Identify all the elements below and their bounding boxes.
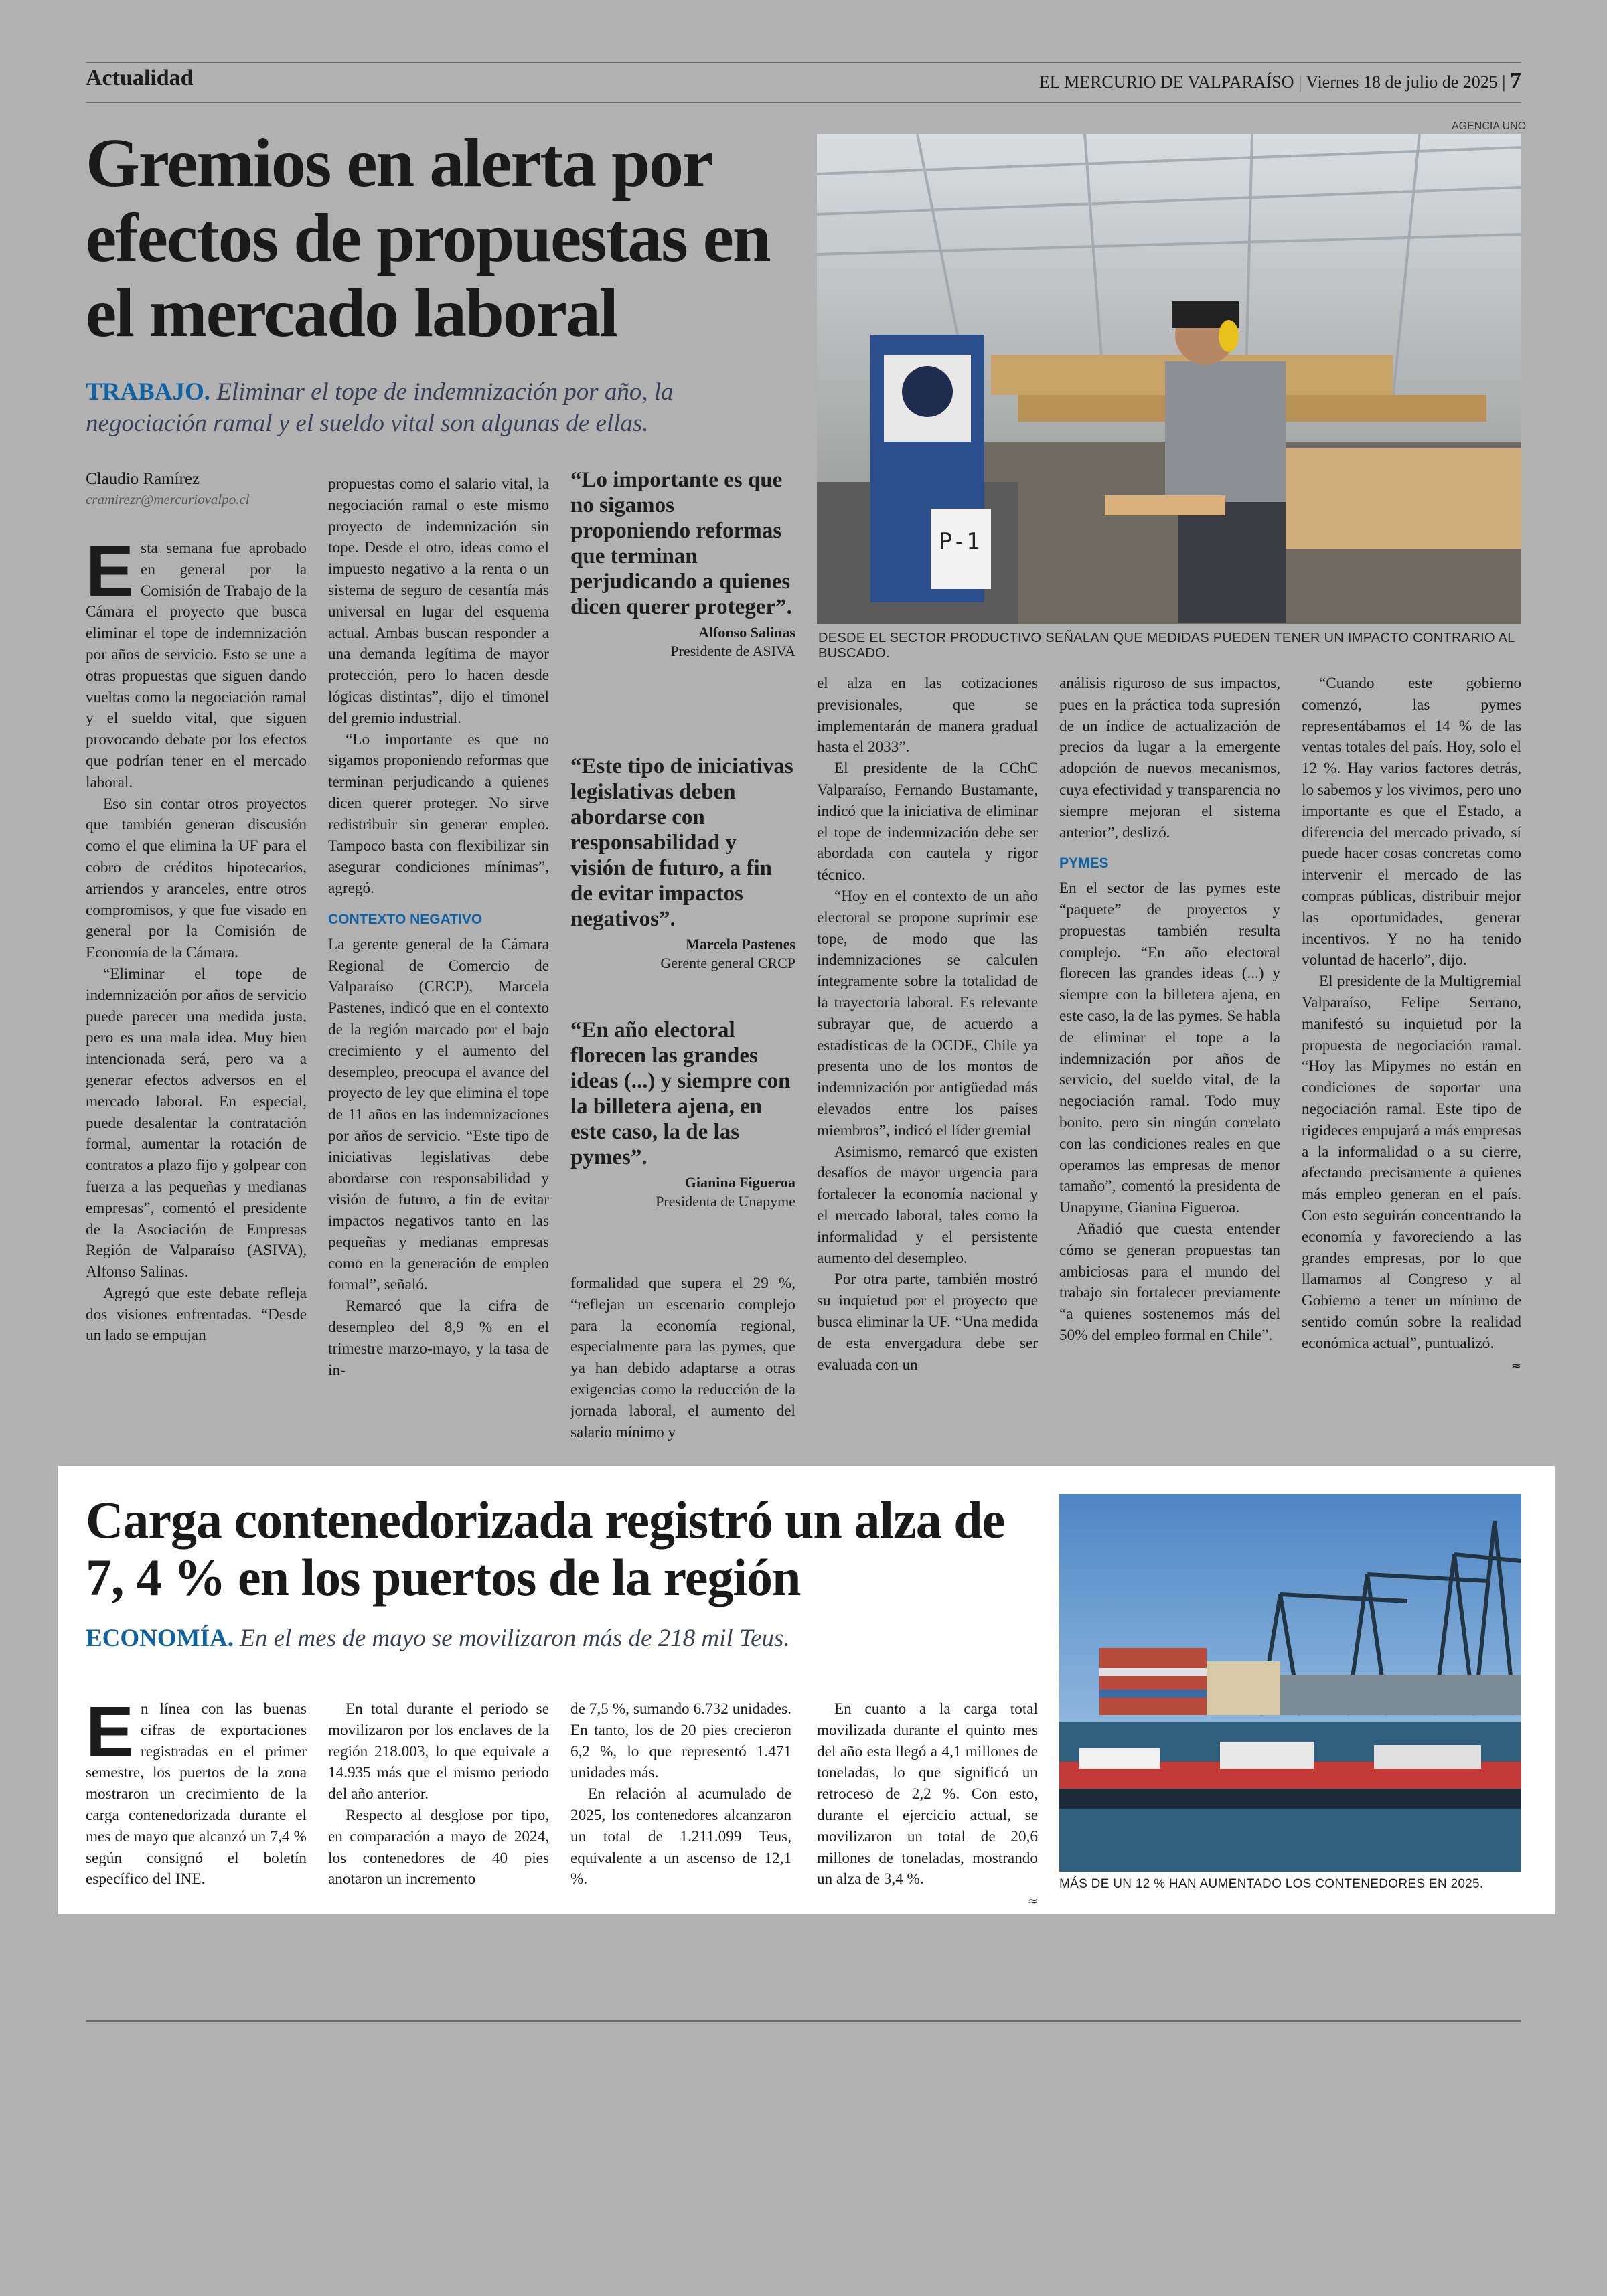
article2-column-3 bbox=[570, 1699, 791, 1890]
pull-quote bbox=[570, 754, 795, 972]
port-photo-caption: MÁS DE UN 12 % HAN AUMENTADO LOS CONTENEDORES EN 2025. bbox=[1059, 1877, 1484, 1891]
paragraph: “Hoy en el contexto de un año electoral se propone suprimir ese tope, de modo que las indemnizaciones se calculen íntegramente sobre la totalidad de la trayectoria laboral. Es relevante subrayar que, de acuerdo a estadísticas de la OCDE, Chile ya presenta uno de los montos de indemnización por antigüedad más elevados entre los países miembros”, indicó el líder gremial bbox=[817, 887, 1038, 1139]
paragraph: “Cuando este gobierno comenzó, las pymes representábamos el 14 % de las ventas totales del país. Hoy, solo el 12 %. Hay varios factores detrás, lo sabemos y los vivimos, pero uno importante es que el Estado, a diferencia del mercado privado, sí puede hacer cosas concretas como intervenir el mercado de las compras públicas, distribuir mejor las oportunidades, generar incentivos. Y no ha tenido voluntad de hacerlo”, dijo. bbox=[1302, 675, 1521, 969]
paragraph: En relación al acumulado de 2025, los contenedores alcanzaron un total de 1.211.099 Teus, equivalente a un ascenso de 12,1 %. bbox=[570, 1785, 791, 1888]
paragraph: En cuanto a la carga total movilizada durante el quinto mes del año esta llegó a 4,1 millones de toneladas, lo que significó un retroceso de 2,2 %. Con esto, durante el ejercicio actual, se movilizaron un total de 20,6 millones de toneladas, mostrando un alza de 3,4 %. bbox=[817, 1700, 1038, 1888]
subheading: PYMES bbox=[1059, 855, 1109, 872]
paragraph: Respecto al desglose por tipo, en comparación a mayo de 2024, los contenedores de 40 pies anotaron un incremento bbox=[328, 1806, 549, 1888]
quote-text: “En año electoral florecen las grandes ideas (...) y siempre con la billetera ajena, en este caso, la de las pymes”. bbox=[570, 1018, 791, 1169]
article-column-6 bbox=[1302, 673, 1521, 1376]
photo-credit: AGENCIA UNO bbox=[1452, 120, 1527, 132]
article2-subhead bbox=[86, 1623, 1037, 1654]
author-name: Claudio Ramírez bbox=[86, 470, 200, 488]
paragraph: El presidente de la Multigremial Valparaíso, Felipe Serrano, manifestó su inquietud por la propuesta de negociación ramal. “Hoy las Mipymes no están en condiciones de soportar una negociación ramal. Este tipo de rigideces empujará a más empresas a la informalidad o a su cierre, afectando precisamente a quienes más empleo generan en el país. Con esto seguirán concentrando la economía y favoreciendo a las grandes empresas, por lo que llamamos al Congreso y al Gobierno a tener un mínimo de sentido común sobre la realidad económica actual”, puntualizó. bbox=[1302, 973, 1521, 1352]
paragraph: Remarcó que la cifra de desempleo del 8,9 % en el trimestre marzo-mayo, y la tasa de in- bbox=[328, 1297, 549, 1379]
photo-sign: P-1 bbox=[939, 528, 980, 555]
folio-text: EL MERCURIO DE VALPARAÍSO | Viernes 18 de julio de 2025 | bbox=[1039, 72, 1506, 92]
page-folio bbox=[1039, 68, 1521, 94]
paragraph: “Eliminar el tope de indemnización por años de servicio puede parecer una medida justa, pero es una mala idea. Muy bien intencionada será, pero va a generar efectos adversos en el mercado laboral. En especial, puede desalentar la contratación formal, aumentar la rotación de contratos a plazo fijo y golpear con fuerza a las pequeñas y medianas empresas”, comentó el presidente de la Asociación de Empresas Región de Valparaíso (ASIVA), Alfonso Salinas. bbox=[86, 965, 307, 1281]
paragraph: La gerente general de la Cámara Regional de Comercio de Valparaíso (CRCP), Marcela Pastenes, indicó que en el contexto de la región marcado por el bajo crecimiento y el aumento del desempleo, preocupa el avance del proyecto de ley que elimina el tope de 11 años en las indemnizaciones por años de servicio. “Este tipo de iniciativas legislativas debe abordarse con responsabilidad y visión de futuro, a fin de evitar impactos negativos tanto en las pequeñas y medianas empresas como en la generación de empleo formal”, señaló. bbox=[328, 935, 549, 1294]
paragraph: Por otra parte, también mostró su inquietud por el proyecto que busca eliminar la UF. “Una medida de esta envergadura debe ser evaluada con un bbox=[817, 1270, 1038, 1374]
paragraph: Añadió que cuesta entender cómo se generan propuestas tan ambiciosas para el mundo del trabajo sin fortalecer previamente “a quienes sostenemos más del 50% del empleo formal en Chile”. bbox=[1059, 1220, 1280, 1344]
port-photo bbox=[1059, 1494, 1521, 1872]
quote-role: Presidente de ASIVA bbox=[670, 643, 795, 659]
quote-role: Gerente general CRCP bbox=[660, 955, 795, 971]
article-kicker: TRABAJO. bbox=[86, 378, 211, 406]
article2-column-1 bbox=[86, 1691, 307, 1890]
port-photo-image bbox=[1059, 1494, 1521, 1872]
article-headline: Gremios en alerta por efectos de propuestas en el mercado laboral bbox=[86, 125, 770, 351]
byline bbox=[86, 470, 313, 508]
quote-author: Gianina Figueroa bbox=[684, 1174, 795, 1191]
article2-kicker: ECONOMÍA. bbox=[86, 1625, 234, 1652]
paragraph: En el sector de las pymes este “paquete” de proyectos y propuestas también resulta complejo. “En año electoral florecen las grandes ideas (...) y siempre con la billetera ajena, en este caso, la de las pymes. Se habla de eliminar el tope a la indemnización por años de servicio, del sueldo vital, de la negociación ramal. Todo muy bonito, pero sin ningún correlato con las condiciones reales en que operamos las empresas de menor tamaño”, comentó la presidenta de Unapyme, Gianina Figueroa. bbox=[1059, 880, 1280, 1217]
page-number: 7 bbox=[1510, 68, 1521, 93]
article-subhead bbox=[86, 376, 789, 439]
paragraph: propuestas como el salario vital, la negociación ramal o este mismo proyecto de indemnización sin tope. Desde el otro, ideas como el impuesto negativo a la renta o un sistema de seguro de cesantía más universal en lugar del esquema actual. Ambas buscan responder a una demanda legítima de mayor protección, pero lo hacen desde lógicas distintas”, dijo el timonel del gremio industrial. bbox=[328, 475, 549, 727]
worker-photo bbox=[817, 134, 1521, 624]
header-rule bbox=[86, 102, 1521, 103]
article-column-2 bbox=[328, 474, 549, 1381]
article-subhead-text: Eliminar el tope de indemnización por año, la negociación ramal y el sueldo vital son algunas de ellas. bbox=[86, 378, 674, 437]
author-email: cramirezr@mercuriovalpo.cl bbox=[86, 491, 250, 507]
photo-caption: DESDE EL SECTOR PRODUCTIVO SEÑALAN QUE MEDIDAS PUEDEN TENER UN IMPACTO CONTRARIO AL BUSCADO. bbox=[818, 631, 1515, 661]
paragraph: Esta semana fue aprobado en general por la Comisión de Trabajo de la Cámara el proyecto que busca eliminar el tope de indemnización por años de servicio. Esto se une a otras propuestas que siguen dando vueltas como la negociación ramal y el sueldo vital, que siguen provocando debate por los efectos que podrían tener en el mercado laboral. bbox=[86, 530, 307, 791]
article-column-5 bbox=[1059, 673, 1280, 1347]
paragraph: En línea con las buenas cifras de exportaciones registradas en el primer semestre, los puertos de la zona mostraron un crecimiento de la carga contenedorizada durante el mes de mayo que alcanzó un 7,4 % según consignó el boletín específico del INE. bbox=[86, 1691, 307, 1888]
quote-role: Presidenta de Unapyme bbox=[656, 1193, 795, 1210]
top-rule bbox=[86, 62, 1521, 63]
worker-photo-image bbox=[817, 134, 1521, 624]
pull-quote bbox=[570, 467, 795, 660]
end-mark: ≈ bbox=[1511, 1358, 1521, 1373]
article2-column-2 bbox=[328, 1699, 549, 1890]
paragraph: de 7,5 %, sumando 6.732 unidades. En tanto, los de 20 pies crecieron 6,2 %, lo que representó 1.471 unidades más. bbox=[570, 1700, 791, 1782]
paragraph: Eso sin contar otros proyectos que también generan discusión como el que elimina la UF para el cobro de créditos hipotecarios, arriendos y aranceles, entre otros compromisos, y que fue visado en general por la Comisión de Economía de la Cámara. bbox=[86, 795, 307, 962]
bottom-rule bbox=[86, 2020, 1521, 2022]
paragraph: “Lo importante es que no sigamos proponiendo reformas que terminan perjudicando a quienes dicen querer proteger. No sirve redistribuir sin generar empleo. Tampoco basta con flexibilizar sin asegurar condiciones mínimas”, agregó. bbox=[328, 730, 549, 898]
article2-column-4 bbox=[817, 1699, 1038, 1912]
article-column-1 bbox=[86, 530, 307, 1347]
quote-author: Alfonso Salinas bbox=[698, 624, 795, 641]
paragraph: Asimismo, remarcó que existen desafíos de mayor urgencia para fortalecer la economía nacional y el mercado laboral, tales como la informalidad y el persistente aumento del desempleo. bbox=[817, 1143, 1038, 1267]
paragraph: El presidente de la CChC Valparaíso, Fernando Bustamante, indicó que la iniciativa de eliminar el tope de indemnización debe ser abordada con cautela y rigor técnico. bbox=[817, 760, 1038, 884]
paragraph: análisis riguroso de sus impactos, pues en la práctica toda supresión de un índice de actualización de precios da lugar a la emergente adopción de nuevos mecanismos, cuya efectividad y transparencia no siempre mejoran el sistema anterior”, deslizó. bbox=[1059, 675, 1280, 841]
paragraph: En total durante el periodo se movilizaron por los enclaves de la región 218.003, lo que equivale a 14.935 más que el mismo periodo del año anterior. bbox=[328, 1700, 549, 1803]
subheading: CONTEXTO NEGATIVO bbox=[328, 911, 483, 927]
quote-author: Marcela Pastenes bbox=[686, 936, 795, 953]
paragraph: formalidad que supera el 29 %, “reflejan un escenario complejo para la economía regional, especialmente para las pymes, que ya han debido adaptarse a otras exigencias como la reducción de la jornada laboral, el aumento del salario mínimo y bbox=[570, 1275, 795, 1441]
article2-subhead-text: En el mes de mayo se movilizaron más de 218 mil Teus. bbox=[233, 1625, 790, 1652]
paragraph: Agregó que este debate refleja dos visiones enfrentadas. “Desde un lado se empujan bbox=[86, 1284, 307, 1345]
article-column-4 bbox=[817, 673, 1038, 1376]
quote-text: “Lo importante es que no sigamos proponiendo reformas que terminan perjudicando a quienes dicen querer proteger”. bbox=[570, 468, 792, 619]
quote-text: “Este tipo de iniciativas legislativas deben abordarse con responsabilidad y visión de futuro, a fin de evitar impactos negativos”. bbox=[570, 754, 793, 931]
pull-quote bbox=[570, 1017, 795, 1210]
section-label: Actualidad bbox=[86, 66, 194, 90]
article2-headline: Carga contenedorizada registró un alza de 7, 4 % en los puertos de la región bbox=[86, 1491, 1005, 1607]
paragraph: el alza en las cotizaciones previsionales, que se implementarán de manera gradual hasta el 2033”. bbox=[817, 675, 1038, 756]
end-mark: ≈ bbox=[1027, 1894, 1038, 1909]
article-column-3 bbox=[570, 1273, 795, 1443]
